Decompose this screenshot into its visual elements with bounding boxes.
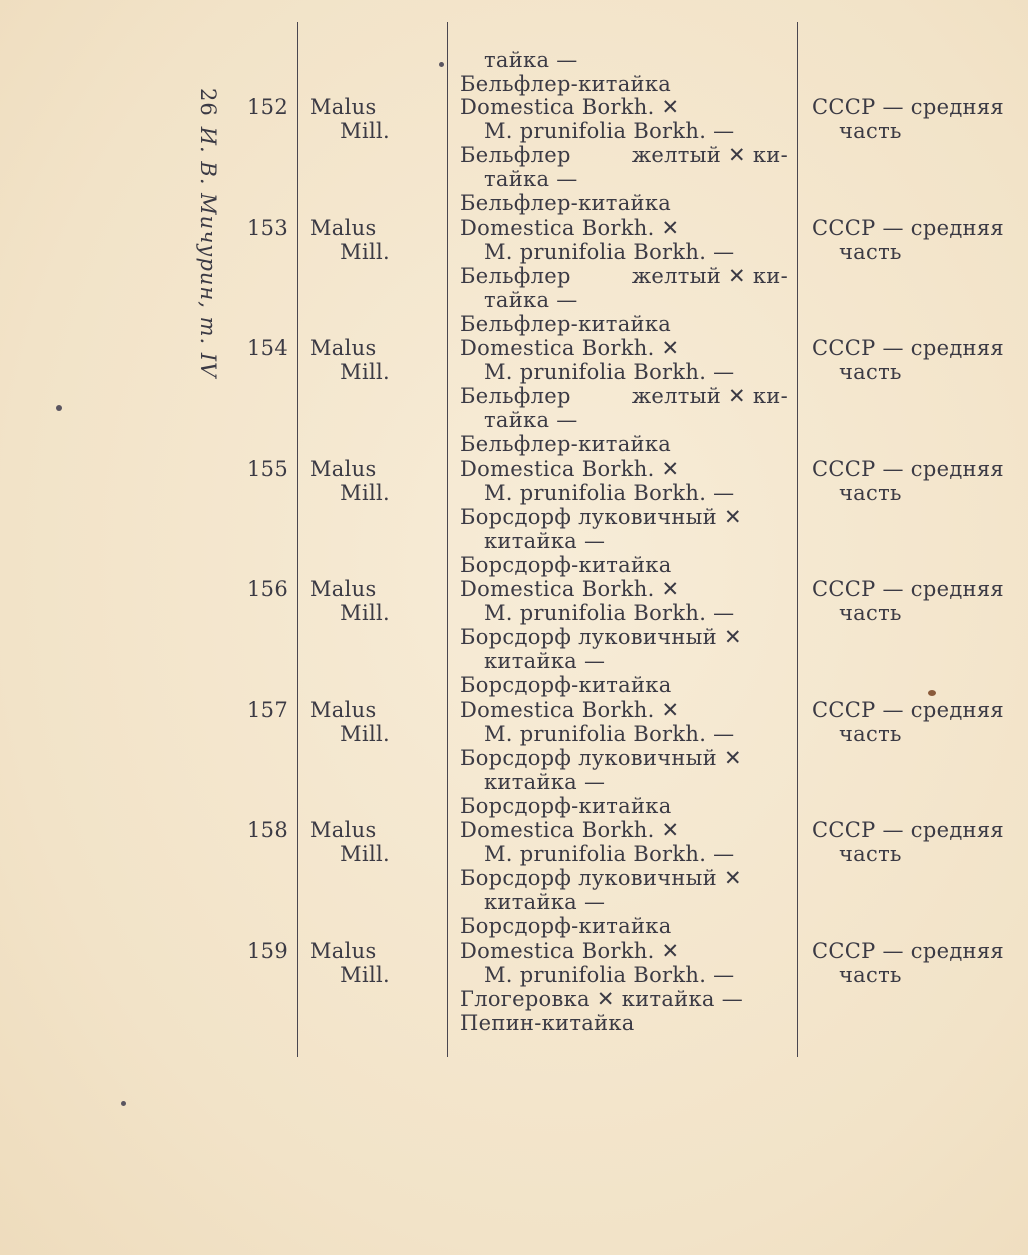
parentage-line: Бельфлер желтый ✕ ки- bbox=[460, 384, 788, 408]
entry-number: 159 bbox=[247, 939, 288, 963]
parentage-line: Бельфлер желтый ✕ ки- bbox=[460, 264, 788, 288]
parentage-line: Domestica Borkh. ✕ bbox=[460, 457, 680, 481]
region-line: часть bbox=[839, 601, 902, 625]
genus-name: Malus bbox=[310, 818, 377, 842]
column-rule-2 bbox=[447, 22, 448, 1057]
parentage-line: Domestica Borkh. ✕ bbox=[460, 216, 680, 240]
region-line: часть bbox=[839, 481, 902, 505]
entry-number: 158 bbox=[247, 818, 288, 842]
region-line: часть bbox=[839, 842, 902, 866]
genus-name: Malus bbox=[310, 698, 377, 722]
genus-cell bbox=[310, 577, 390, 625]
genus-cell bbox=[310, 939, 390, 987]
parentage-line: китайка — bbox=[484, 649, 606, 673]
parentage-line: M. prunifolia Borkh. — bbox=[484, 119, 735, 143]
region-line: часть bbox=[839, 119, 902, 143]
region-cell bbox=[812, 216, 1012, 264]
paper-speck bbox=[56, 405, 62, 411]
parentage-cell bbox=[460, 336, 800, 456]
region-cell bbox=[812, 336, 1012, 384]
parentage-line: M. prunifolia Borkh. — bbox=[484, 842, 735, 866]
parentage-line: Борсдорф луковичный ✕ bbox=[460, 746, 742, 770]
parentage-line: Борсдорф-китайка bbox=[460, 794, 672, 818]
parentage-line: Domestica Borkh. ✕ bbox=[460, 95, 680, 119]
parentage-cell bbox=[460, 818, 800, 938]
running-head-title: И. В. Мичурин, т. IV bbox=[196, 126, 220, 379]
parentage-line: Бельфлер-китайка bbox=[460, 432, 672, 456]
parentage-line: Пепин-китайка bbox=[460, 1011, 635, 1035]
parentage-line: Domestica Borkh. ✕ bbox=[460, 939, 680, 963]
parentage-line: Борсдорф луковичный ✕ bbox=[460, 505, 742, 529]
parentage-line: Domestica Borkh. ✕ bbox=[460, 577, 680, 601]
column-rule-1 bbox=[297, 22, 298, 1057]
paper-speck bbox=[928, 690, 936, 696]
genus-name: Malus bbox=[310, 577, 377, 601]
region-line: часть bbox=[839, 240, 902, 264]
parentage-line: M. prunifolia Borkh. — bbox=[484, 481, 735, 505]
region-line: СССР — средняя bbox=[812, 336, 1004, 360]
parentage-line: Бельфлер желтый ✕ ки- bbox=[460, 143, 788, 167]
genus-name: Malus bbox=[310, 216, 377, 240]
genus-name: Malus bbox=[310, 457, 377, 481]
genus-author: Mill. bbox=[340, 481, 390, 505]
region-cell bbox=[812, 818, 1012, 866]
parentage-line: тайка — bbox=[484, 288, 578, 312]
parentage-line: Борсдорф луковичный ✕ bbox=[460, 625, 742, 649]
parentage-line: Борсдорф-китайка bbox=[460, 914, 672, 938]
genus-author: Mill. bbox=[340, 842, 390, 866]
genus-cell bbox=[310, 336, 390, 384]
genus-author: Mill. bbox=[340, 722, 390, 746]
parentage-line: M. prunifolia Borkh. — bbox=[484, 360, 735, 384]
region-cell bbox=[812, 457, 1012, 505]
genus-cell bbox=[310, 95, 390, 143]
parentage-line: китайка — bbox=[484, 770, 606, 794]
genus-cell bbox=[310, 698, 390, 746]
genus-name: Malus bbox=[310, 939, 377, 963]
parentage-line: Глогеровка ✕ китайка — bbox=[460, 987, 743, 1011]
region-line: СССР — средняя bbox=[812, 698, 1004, 722]
genus-author: Mill. bbox=[340, 360, 390, 384]
parentage-line: тайка — bbox=[484, 167, 578, 191]
parentage-cell bbox=[460, 216, 800, 336]
parentage-line: Domestica Borkh. ✕ bbox=[460, 818, 680, 842]
parentage-line: Борсдорф луковичный ✕ bbox=[460, 866, 742, 890]
parentage-cell bbox=[460, 698, 800, 818]
page-number: 26 bbox=[196, 88, 220, 117]
parentage-line: M. prunifolia Borkh. — bbox=[484, 601, 735, 625]
region-line: СССР — средняя bbox=[812, 95, 1004, 119]
genus-author: Mill. bbox=[340, 119, 390, 143]
parentage-cell bbox=[460, 577, 800, 697]
region-line: СССР — средняя bbox=[812, 457, 1004, 481]
parentage-line: M. prunifolia Borkh. — bbox=[484, 722, 735, 746]
continuation-line: тайка — bbox=[484, 48, 578, 72]
region-line: СССР — средняя bbox=[812, 577, 1004, 601]
parentage-cell bbox=[460, 939, 800, 1035]
genus-author: Mill. bbox=[340, 963, 390, 987]
parentage-line: Борсдорф-китайка bbox=[460, 553, 672, 577]
entry-number: 153 bbox=[247, 216, 288, 240]
entry-number: 157 bbox=[247, 698, 288, 722]
running-head bbox=[196, 88, 220, 378]
parentage-cell bbox=[460, 457, 800, 577]
region-cell bbox=[812, 577, 1012, 625]
region-cell bbox=[812, 698, 1012, 746]
parentage-line: китайка — bbox=[484, 529, 606, 553]
region-line: СССР — средняя bbox=[812, 939, 1004, 963]
genus-author: Mill. bbox=[340, 601, 390, 625]
genus-author: Mill. bbox=[340, 240, 390, 264]
parentage-line: тайка — bbox=[484, 408, 578, 432]
parentage-line: Бельфлер-китайка bbox=[460, 312, 672, 336]
entry-number: 154 bbox=[247, 336, 288, 360]
parentage-line: Domestica Borkh. ✕ bbox=[460, 336, 680, 360]
parentage-line: Domestica Borkh. ✕ bbox=[460, 698, 680, 722]
genus-cell bbox=[310, 216, 390, 264]
region-line: СССР — средняя bbox=[812, 216, 1004, 240]
parentage-line: M. prunifolia Borkh. — bbox=[484, 240, 735, 264]
region-cell bbox=[812, 95, 1012, 143]
parentage-line: китайка — bbox=[484, 890, 606, 914]
paper-speck bbox=[439, 62, 444, 67]
parentage-line: Борсдорф-китайка bbox=[460, 673, 672, 697]
parentage-line: M. prunifolia Borkh. — bbox=[484, 963, 735, 987]
entry-number: 156 bbox=[247, 577, 288, 601]
continuation-line: Бельфлер-китайка bbox=[460, 72, 672, 96]
region-line: часть bbox=[839, 722, 902, 746]
genus-cell bbox=[310, 457, 390, 505]
region-line: часть bbox=[839, 360, 902, 384]
region-line: СССР — средняя bbox=[812, 818, 1004, 842]
parentage-cell bbox=[460, 95, 800, 215]
continuation-text bbox=[460, 48, 800, 96]
parentage-line: Бельфлер-китайка bbox=[460, 191, 672, 215]
genus-name: Malus bbox=[310, 95, 377, 119]
region-cell bbox=[812, 939, 1012, 987]
paper-speck bbox=[121, 1101, 126, 1106]
entry-number: 155 bbox=[247, 457, 288, 481]
genus-cell bbox=[310, 818, 390, 866]
genus-name: Malus bbox=[310, 336, 377, 360]
region-line: часть bbox=[839, 963, 902, 987]
entry-number: 152 bbox=[247, 95, 288, 119]
